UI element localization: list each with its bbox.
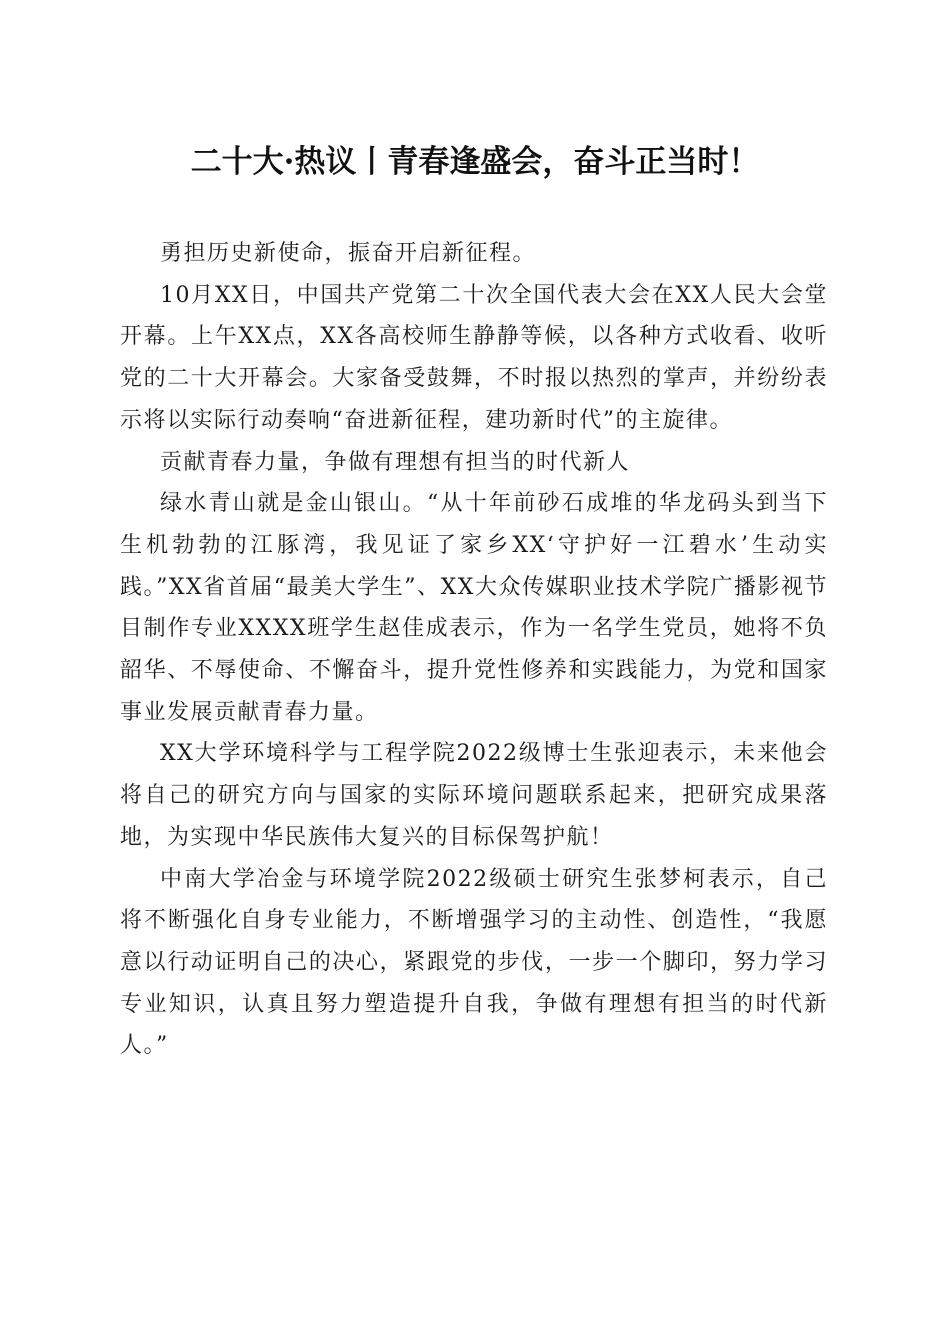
document-title: 二十大·热议丨青春逢盛会，奋斗正当时！ — [190, 144, 760, 180]
paragraph-zhao: 绿水青山就是金山银山。“从十年前砂石成堆的华龙码头到当下生机勃勃的江豚湾，我见证了家乡XX‘守护好一江碧水’生动实践。”XX省首届“最美大学生”、XX大众传媒职业技术学院广播影视节目制作专业XXXX班学生赵佳成表示，作为一名学生党员，她将不负韶华、不辱使命、不懈奋斗，提升党性修养和实践能力，为党和国家事业发展贡献青春力量。 — [120, 491, 828, 725]
paragraph-zhang-ying: XX大学环境科学与工程学院2022级博士生张迎表示，未来他会将自己的研究方向与国家的实际环境问题联系起来，把研究成果落地，为实现中华民族伟大复兴的目标保驾护航！ — [120, 741, 828, 850]
paragraph-opening: 10月XX日，中国共产党第二十次全国代表大会在XX人民大会堂开幕。上午XX点，XX各高校师生静静等候，以各种方式收看、收听党的二十大开幕会。大家备受鼓舞，不时报以热烈的掌声，并纷纷表示将以实际行动奏响“奋进新征程，建功新时代”的主旋律。 — [120, 282, 828, 433]
paragraph-zhang-mengke: 中南大学冶金与环境学院2022级硕士研究生张梦柯表示，自己将不断强化自身专业能力，不断增强学习的主动性、创造性，“我愿意以行动证明自己的决心，紧跟党的步伐，一步一个脚印，努力学习专业知识，认真且努力塑造提升自我，争做有理想有担当的时代新人。” — [120, 866, 828, 1059]
paragraph-subheading: 贡献青春力量，争做有理想有担当的时代新人 — [160, 449, 631, 475]
document-body — [120, 233, 828, 1067]
paragraph-intro: 勇担历史新使命，振奋开启新征程。 — [160, 241, 537, 266]
